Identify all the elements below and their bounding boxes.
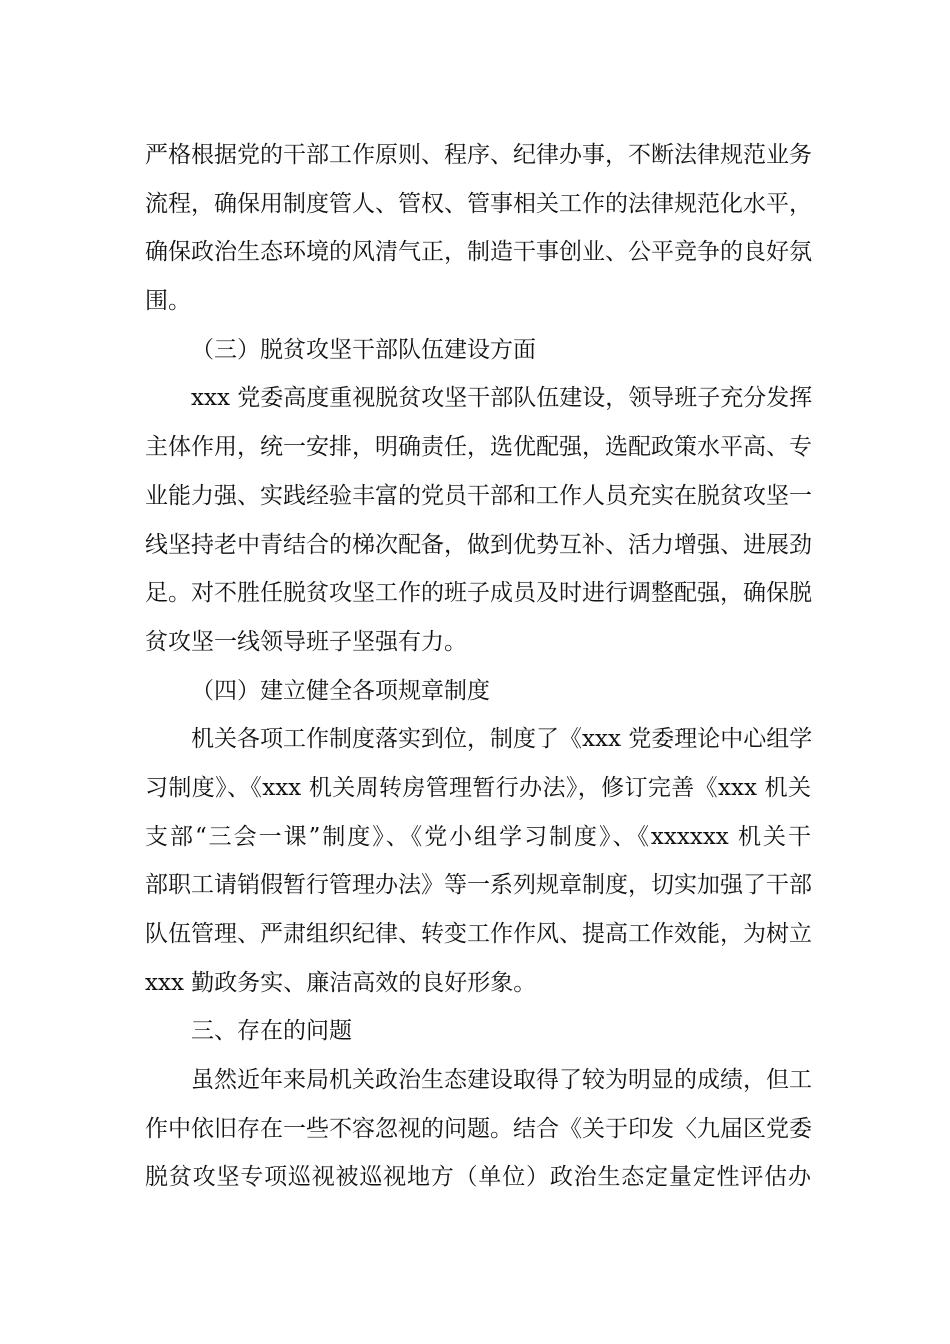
paragraph-line: 习制度》、《xxx 机关周转房管理暂行办法》，修订完善《xxx 机关 <box>145 774 811 801</box>
paragraph-line: 机关各项工作制度落实到位，制度了《xxx 党委理论中心组学 <box>191 726 813 753</box>
paragraph-line: 流程，确保用制度管人、管权、管事相关工作的法律规范化水平， <box>145 190 812 217</box>
paragraph-line: 虽然近年来局机关政治生态建设取得了较为明显的成绩，但工 <box>191 1067 812 1094</box>
section-heading: 三、存在的问题 <box>191 1018 352 1045</box>
paragraph-line: 贫攻坚一线领导班子坚强有力。 <box>145 628 467 655</box>
paragraph-line: 线坚持老中青结合的梯次配备，做到优势互补、活力增强、进展劲 <box>145 531 812 558</box>
section-heading: （三）脱贫攻坚干部队伍建设方面 <box>191 336 536 363</box>
paragraph-line: 部职工请销假暂行管理办法》等一系列规章制度，切实加强了干部 <box>145 872 812 899</box>
section-heading: （四）建立健全各项规章制度 <box>191 677 490 704</box>
paragraph-line: 足。对不胜任脱贫攻坚工作的班子成员及时进行调整配强，确保脱 <box>145 580 812 607</box>
paragraph-line: 确保政治生态环境的风清气正，制造干事创业、公平竞争的良好氛 <box>145 239 812 266</box>
paragraph-line: xxx 党委高度重视脱贫攻坚干部队伍建设，领导班子充分发挥 <box>191 385 813 412</box>
paragraph-line: 业能力强、实践经验丰富的党员干部和工作人员充实在脱贫攻坚一 <box>145 482 812 509</box>
paragraph-line: xxx 勤政务实、廉洁高效的良好形象。 <box>145 969 537 996</box>
paragraph-line: 作中依旧存在一些不容忽视的问题。结合《关于印发〈九届区党委 <box>145 1115 812 1142</box>
paragraph-line: 围。 <box>145 288 191 315</box>
paragraph-line: 脱贫攻坚专项巡视被巡视地方（单位）政治生态定量定性评估办 <box>145 1164 811 1191</box>
document-body <box>145 131 811 1202</box>
paragraph-line: 支部“三会一课”制度》、《党小组学习制度》、《xxxxxx 机关干 <box>145 823 811 850</box>
paragraph-line: 严格根据党的干部工作原则、程序、纪律办事，不断法律规范业务 <box>145 142 812 168</box>
paragraph-line: 队伍管理、严肃组织纪律、转变工作作风、提高工作效能，为树立 <box>145 921 812 947</box>
paragraph-line: 主体作用，统一安排，明确责任，选优配强，选配政策水平高、专 <box>145 434 812 461</box>
